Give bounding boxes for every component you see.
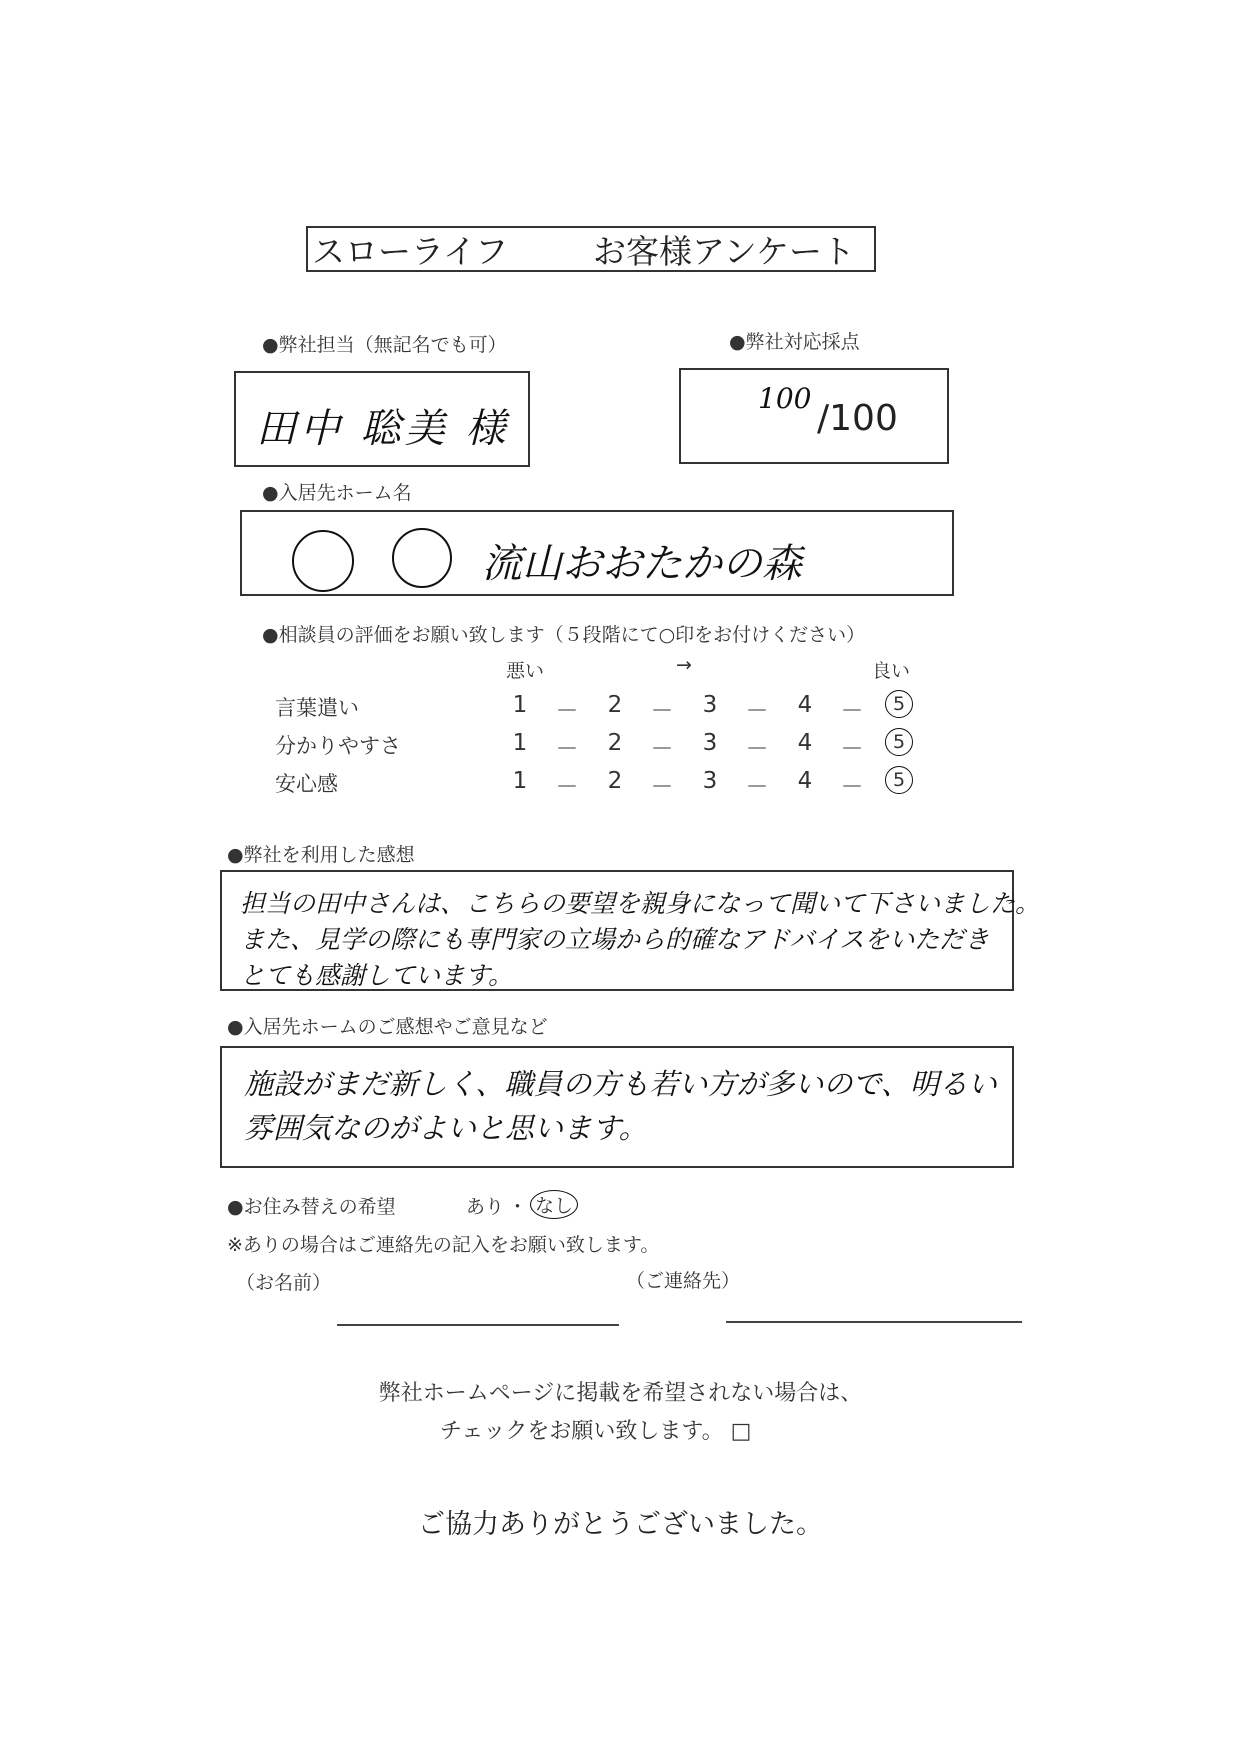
move-option-no[interactable]: なし <box>530 1190 578 1219</box>
move-label: ●お住み替えの希望 <box>227 1196 396 1218</box>
home-opinion-line: 雰囲気なのがよいと思います。 <box>244 1111 648 1145</box>
name-input-line[interactable] <box>337 1324 619 1326</box>
rating-option[interactable]: 4 <box>797 730 813 756</box>
survey-title-box <box>306 226 876 272</box>
thanks-message: ご協力ありがとうございました。 <box>418 1509 823 1540</box>
rating-option[interactable]: 2 <box>607 768 623 794</box>
rating-option-selected[interactable]: 5 <box>885 690 913 718</box>
rating-option[interactable]: 1 <box>512 692 528 718</box>
home-opinion-label: ●入居先ホームのご感想やご意見など <box>227 1016 548 1038</box>
rating-arrow: → <box>676 654 692 676</box>
impression-label: ●弊社を利用した感想 <box>227 844 415 866</box>
contact-label: （ご連絡先） <box>626 1270 741 1292</box>
impression-line: 担当の田中さんは、こちらの要望を親身になって聞いて下さいました。 <box>240 889 1041 918</box>
rating-row-name: 分かりやすさ <box>275 734 401 758</box>
rating-option[interactable]: 3 <box>702 730 718 756</box>
staff-field[interactable] <box>234 371 530 467</box>
website-note-2: チェックをお願い致します。 <box>440 1419 724 1444</box>
contact-note: ※ありの場合はご連絡先の記入をお願い致します。 <box>227 1234 660 1256</box>
blank-circle-icon <box>392 528 452 588</box>
rating-option[interactable]: 3 <box>702 768 718 794</box>
website-optout-checkbox[interactable]: □ <box>730 1419 752 1444</box>
contact-input-line[interactable] <box>726 1321 1022 1323</box>
rating-option-selected[interactable]: 5 <box>885 728 913 756</box>
name-label: （お名前） <box>236 1272 332 1294</box>
move-option-yes[interactable]: あり <box>466 1196 505 1218</box>
rating-option[interactable]: 4 <box>797 692 813 718</box>
blank-circle-icon <box>292 530 354 592</box>
rating-good-label: 良い <box>872 660 911 682</box>
home-opinion-field[interactable] <box>220 1046 1014 1168</box>
rating-bad-label: 悪い <box>506 660 545 682</box>
rating-option[interactable]: 1 <box>512 730 528 756</box>
home-value: 流山おおたかの森 <box>482 541 802 587</box>
rating-option-selected[interactable]: 5 <box>885 766 913 794</box>
rating-label: ●相談員の評価をお願い致します（５段階にて○印をお付けください） <box>262 624 866 646</box>
rating-option[interactable]: 3 <box>702 692 718 718</box>
staff-value: 田中 聡美 様 <box>256 406 510 452</box>
rating-option[interactable]: 2 <box>607 730 623 756</box>
rating-row-name: 言葉遣い <box>275 696 359 720</box>
rating-option[interactable]: 1 <box>512 768 528 794</box>
staff-label: ●弊社担当（無記名でも可） <box>262 334 507 356</box>
impression-line: とても感謝しています。 <box>240 961 514 990</box>
impression-field[interactable] <box>220 870 1041 991</box>
company-name: スローライフ <box>312 231 509 271</box>
score-value: 100 <box>758 382 812 415</box>
score-label: ●弊社対応採点 <box>729 331 860 353</box>
survey-title: お客様アンケート <box>593 231 856 271</box>
score-field[interactable] <box>679 368 949 464</box>
home-opinion-line: 施設がまだ新しく、職員の方も若い方が多いので、明るい <box>244 1067 997 1101</box>
rating-row-name: 安心感 <box>275 772 338 796</box>
rating-option[interactable]: 2 <box>607 692 623 718</box>
home-label: ●入居先ホーム名 <box>262 482 412 504</box>
score-max: /100 <box>817 398 898 439</box>
website-note: 弊社ホームページに掲載を希望されない場合は、 <box>378 1381 863 1406</box>
impression-line: また、見学の際にも専門家の立場から的確なアドバイスをいただき <box>240 925 990 954</box>
rating-option[interactable]: 4 <box>797 768 813 794</box>
move-separator: ・ <box>508 1196 528 1218</box>
home-field[interactable] <box>240 510 954 596</box>
